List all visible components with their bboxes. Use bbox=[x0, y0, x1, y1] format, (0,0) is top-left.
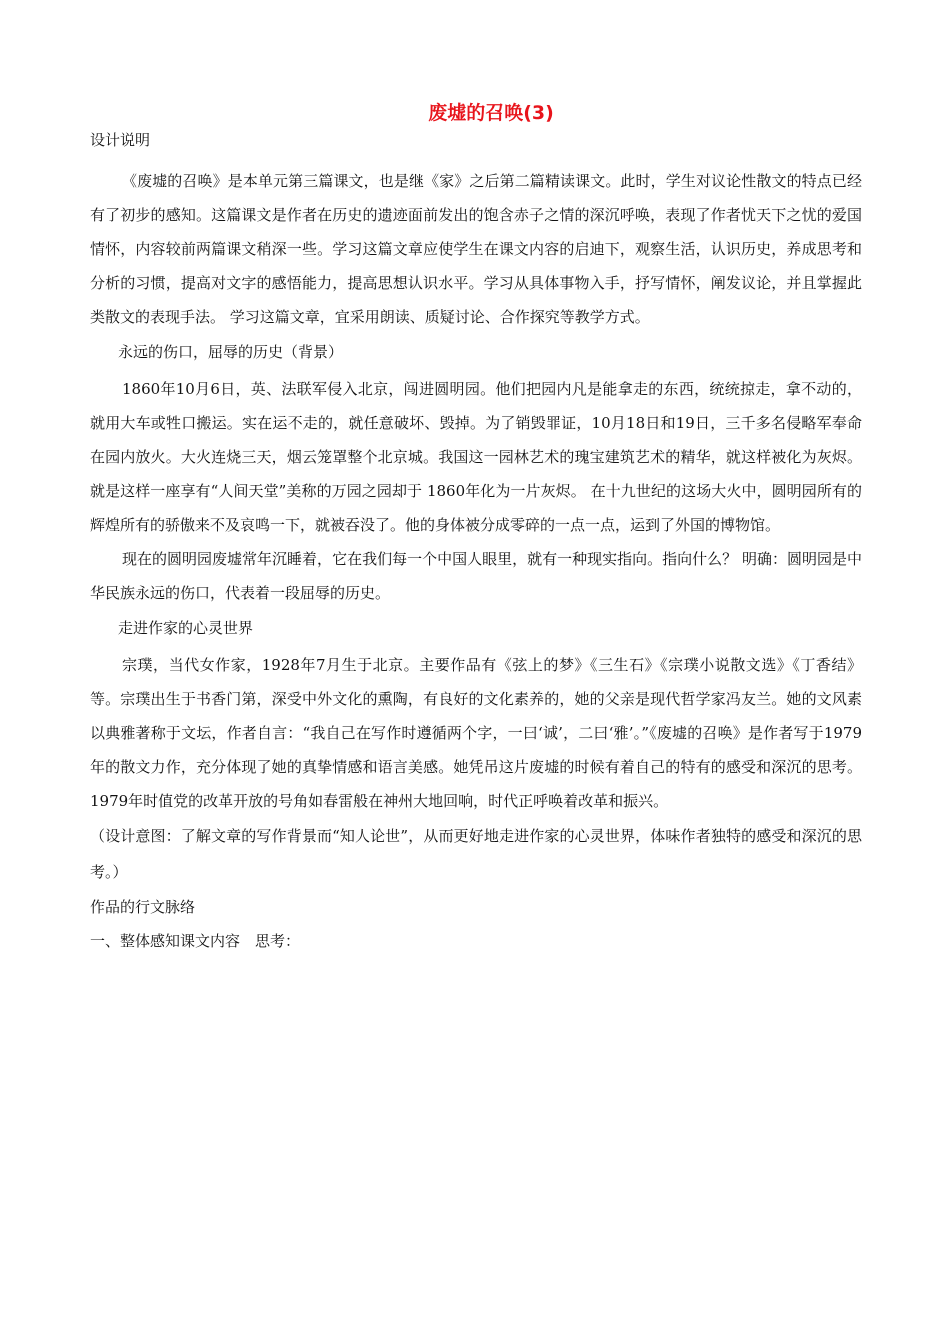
document-page bbox=[90, 96, 862, 958]
design-paragraph: 《废墟的召唤》是本单元第三篇课文，也是继《家》之后第二篇精读课文。此时，学生对议论性散文的特点已经有了初步的感知。这篇课文是作者在历史的遗迹面前发出的饱含赤子之情的深沉呼唤，表现了作者忧天下之忧的爱国情怀，内容较前两篇课文稍深一些。学习这篇文章应使学生在课文内容的启迪下，观察生活，认识历史，养成思考和分析的习惯，提高对文字的感悟能力，提高思想认识水平。学习从具体事物入手，抒写情怀，阐发议论，并且掌握此类散文的表现手法。 学习这篇文章，宜采用朗读、质疑讨论、合作探究等教学方式。 bbox=[90, 172, 862, 326]
background-heading: 永远的伤口，屈辱的历史（背景） bbox=[118, 343, 344, 361]
background-paragraph: 1860年10月6日，英、法联军侵入北京，闯进圆明园。他们把园内凡是能拿走的东西，统统掠走，拿不动的，就用大车或牲口搬运。实在运不走的，就任意破坏、毁掉。为了销毁罪证，10月18日和19日，三千多名侵略军奉命在园内放火。大火连烧三天，烟云笼罩整个北京城。我国这一园林艺术的瑰宝建筑艺术的精华，就这样被化为灰烬。 就是这样一座享有“人间天堂”美称的万园之园却于 1860年化为一片灰烬。 在十九世纪的这场大火中，圆明园所有的辉煌所有的骄傲来不及哀鸣一下，就被吞没了。他的身体被分成零碎的一点一点，运到了外国的博物馆。 bbox=[90, 380, 862, 534]
background-conclusion: 现在的圆明园废墟常年沉睡着，它在我们每一个中国人眼里，就有一种现实指向。指向什么？ 明确：圆明园是中华民族永远的伤口，代表着一段屈辱的历史。 bbox=[90, 550, 862, 602]
part-one-heading: 一、整体感知课文内容 思考： bbox=[90, 932, 301, 950]
document-title: 废墟的召唤(3) bbox=[428, 102, 554, 124]
design-heading: 设计说明 bbox=[90, 131, 151, 149]
design-intent-note: （设计意图：了解文章的写作背景而“知人论世”，从而更好地走进作家的心灵世界，体味作者独特的感受和深沉的思考。） bbox=[90, 827, 862, 881]
author-heading: 走进作家的心灵世界 bbox=[118, 619, 254, 637]
flow-heading: 作品的行文脉络 bbox=[90, 898, 196, 916]
author-paragraph: 宗璞，当代女作家，1928年7月生于北京。主要作品有《弦上的梦》《三生石》《宗璞小说散文选》《丁香结》等。宗璞出生于书香门第，深受中外文化的熏陶，有良好的文化素养的，她的父亲是现代哲学家冯友兰。她的文风素以典雅著称于文坛，作者自言：“我自己在写作时遵循两个字，一曰‘诚’，二曰‘雅’。”《废墟的召唤》是作者写于1979年的散文力作，充分体现了她的真挚情感和语言美感。她凭吊这片废墟的时候有着自己的特有的感受和深沉的思考。1979年时值党的改革开放的号角如春雷般在神州大地回响，时代正呼唤着改革和振兴。 bbox=[90, 656, 862, 810]
